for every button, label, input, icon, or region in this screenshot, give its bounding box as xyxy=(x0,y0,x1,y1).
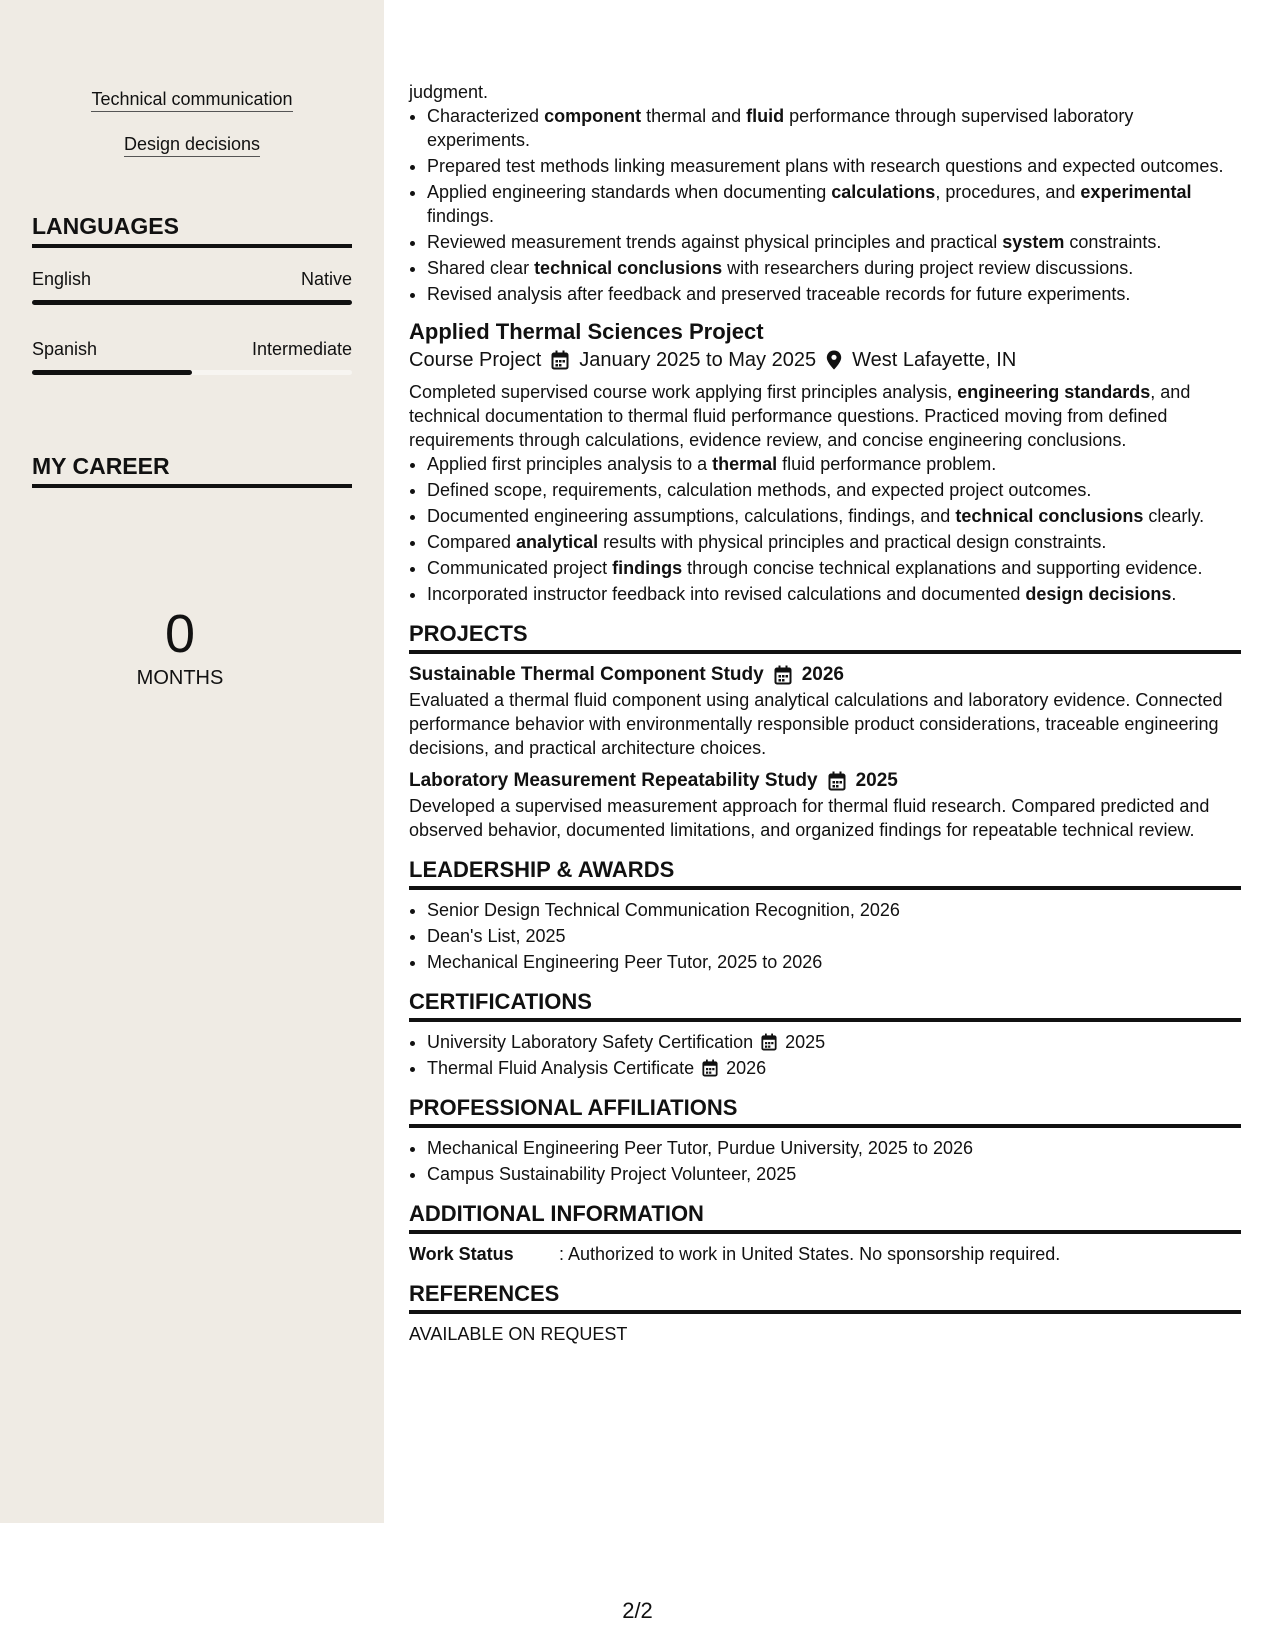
experience-item-bullets xyxy=(409,452,1241,606)
work-status-row xyxy=(409,1242,1241,1266)
references-text: AVAILABLE ON REQUEST xyxy=(409,1324,628,1344)
list-item: • Shared clear technical conclusions with researchers during project review discussions. xyxy=(427,256,1241,280)
experience-meta xyxy=(409,346,1241,374)
list-item: • Mechanical Engineering Peer Tutor, 2025 to 2026 xyxy=(427,950,1241,974)
list-item: • Campus Sustainability Project Volunteer, 2025 xyxy=(427,1162,1241,1186)
continued-text: judgment. xyxy=(409,82,489,102)
career-heading: MY CAREER xyxy=(32,452,352,488)
certification-name: • University Laboratory Safety Certification xyxy=(427,1032,754,1052)
list-item xyxy=(427,1030,1241,1054)
project-description: Evaluated a thermal fluid component using analytical calculations and laboratory evidence. Connected performance behavior with environmentally responsible product considerations, traceable engineering decisions, and practical architecture choices. xyxy=(409,690,1223,758)
career-value: 0 xyxy=(164,604,196,664)
experience-title: Applied Thermal Sciences Project xyxy=(409,319,764,344)
list-item: • Compared analytical results with physical principles and practical design constraints. xyxy=(427,530,1241,554)
calendar-icon xyxy=(551,350,569,370)
list-item xyxy=(427,1056,1241,1080)
project-description: Developed a supervised measurement approach for thermal fluid research. Compared predicted and observed behavior, documented limitations, and organized findings for repeatable technical review. xyxy=(409,796,1210,840)
language-proficiency-bar xyxy=(32,300,352,305)
sidebar xyxy=(0,0,384,1523)
language-level: Intermediate xyxy=(251,339,352,359)
project-item xyxy=(409,662,1241,760)
experience-type: Course Project xyxy=(409,349,542,371)
language-name: Spanish xyxy=(32,339,98,359)
skill-label: Technical communication xyxy=(91,89,292,112)
leadership-heading: LEADERSHIP & AWARDS xyxy=(409,856,1241,890)
additional-info-heading: ADDITIONAL INFORMATION xyxy=(409,1200,1241,1234)
affiliations-list xyxy=(409,1136,1241,1186)
experience-location: West Lafayette, IN xyxy=(852,349,1017,371)
proficiency-fill xyxy=(32,300,352,305)
work-status-value: : Authorized to work in United States. No sponsorship required. xyxy=(559,1244,1061,1264)
language-row xyxy=(32,268,352,290)
list-item: • Communicated project findings through concise technical explanations and supporting evidence. xyxy=(427,556,1241,580)
references-heading: REFERENCES xyxy=(409,1280,1241,1314)
calendar-icon xyxy=(702,1059,718,1077)
proficiency-fill xyxy=(32,370,192,375)
project-year: 2025 xyxy=(855,770,898,791)
list-item: • Characterized component thermal and fluid performance through supervised laboratory experiments. xyxy=(427,104,1241,152)
certifications-list xyxy=(409,1030,1241,1080)
certification-year: 2026 xyxy=(726,1058,767,1078)
list-item: • Documented engineering assumptions, calculations, findings, and technical conclusions clearly. xyxy=(427,504,1241,528)
project-item xyxy=(409,768,1241,842)
page-number: 2/2 xyxy=(622,1598,653,1623)
project-title: Laboratory Measurement Repeatability Study xyxy=(409,770,818,791)
skill-label: Design decisions xyxy=(124,134,260,157)
location-pin-icon xyxy=(826,350,842,370)
list-item: • Applied first principles analysis to a thermal fluid performance problem. xyxy=(427,452,1241,476)
certification-name: • Thermal Fluid Analysis Certificate xyxy=(427,1058,695,1078)
experience-dates: January 2025 to May 2025 xyxy=(579,349,817,371)
list-item: • Prepared test methods linking measurement plans with research questions and expected outcomes. xyxy=(427,154,1241,178)
project-title-row xyxy=(409,662,1241,688)
list-item: • Reviewed measurement trends against physical principles and practical system constraints. xyxy=(427,230,1241,254)
certifications-heading: CERTIFICATIONS xyxy=(409,988,1241,1022)
list-item: • Defined scope, requirements, calculation methods, and expected project outcomes. xyxy=(427,478,1241,502)
projects-heading: PROJECTS xyxy=(409,620,1241,654)
work-status-label: Work Status xyxy=(409,1244,514,1264)
career-unit: MONTHS xyxy=(136,667,224,689)
list-item: • Senior Design Technical Communication Recognition, 2026 xyxy=(427,898,1241,922)
language-level: Native xyxy=(300,269,352,289)
main-content xyxy=(409,80,1241,1346)
skill-tag xyxy=(0,87,384,111)
list-item: • Dean's List, 2025 xyxy=(427,924,1241,948)
skill-tag xyxy=(0,132,384,156)
project-title: Sustainable Thermal Component Study xyxy=(409,664,764,685)
language-name: English xyxy=(32,269,92,289)
language-proficiency-bar xyxy=(32,370,352,375)
calendar-icon xyxy=(774,665,792,685)
certification-year: 2025 xyxy=(785,1032,826,1052)
list-item: • Mechanical Engineering Peer Tutor, Purdue University, 2025 to 2026 xyxy=(427,1136,1241,1160)
languages-heading: LANGUAGES xyxy=(32,212,352,248)
list-item: • Incorporated instructor feedback into revised calculations and documented design decisions. xyxy=(427,582,1241,606)
experience-summary: Completed supervised course work applying first principles analysis, engineering standards, and technical documentation to thermal fluid performance questions. Practiced moving from defined requirements through calculations, evidence review, and concise engineering conclusions. xyxy=(409,382,1191,450)
calendar-icon xyxy=(761,1033,777,1051)
list-item: • Applied engineering standards when documenting calculations, procedures, and experimental findings. xyxy=(427,180,1241,228)
project-year: 2026 xyxy=(801,664,844,685)
leadership-list xyxy=(409,898,1241,974)
affiliations-heading: PROFESSIONAL AFFILIATIONS xyxy=(409,1094,1241,1128)
list-item: • Revised analysis after feedback and preserved traceable records for future experiments. xyxy=(427,282,1241,306)
project-title-row xyxy=(409,768,1241,794)
calendar-icon xyxy=(828,771,846,791)
language-row xyxy=(32,338,352,360)
experience-bullets xyxy=(409,104,1241,306)
